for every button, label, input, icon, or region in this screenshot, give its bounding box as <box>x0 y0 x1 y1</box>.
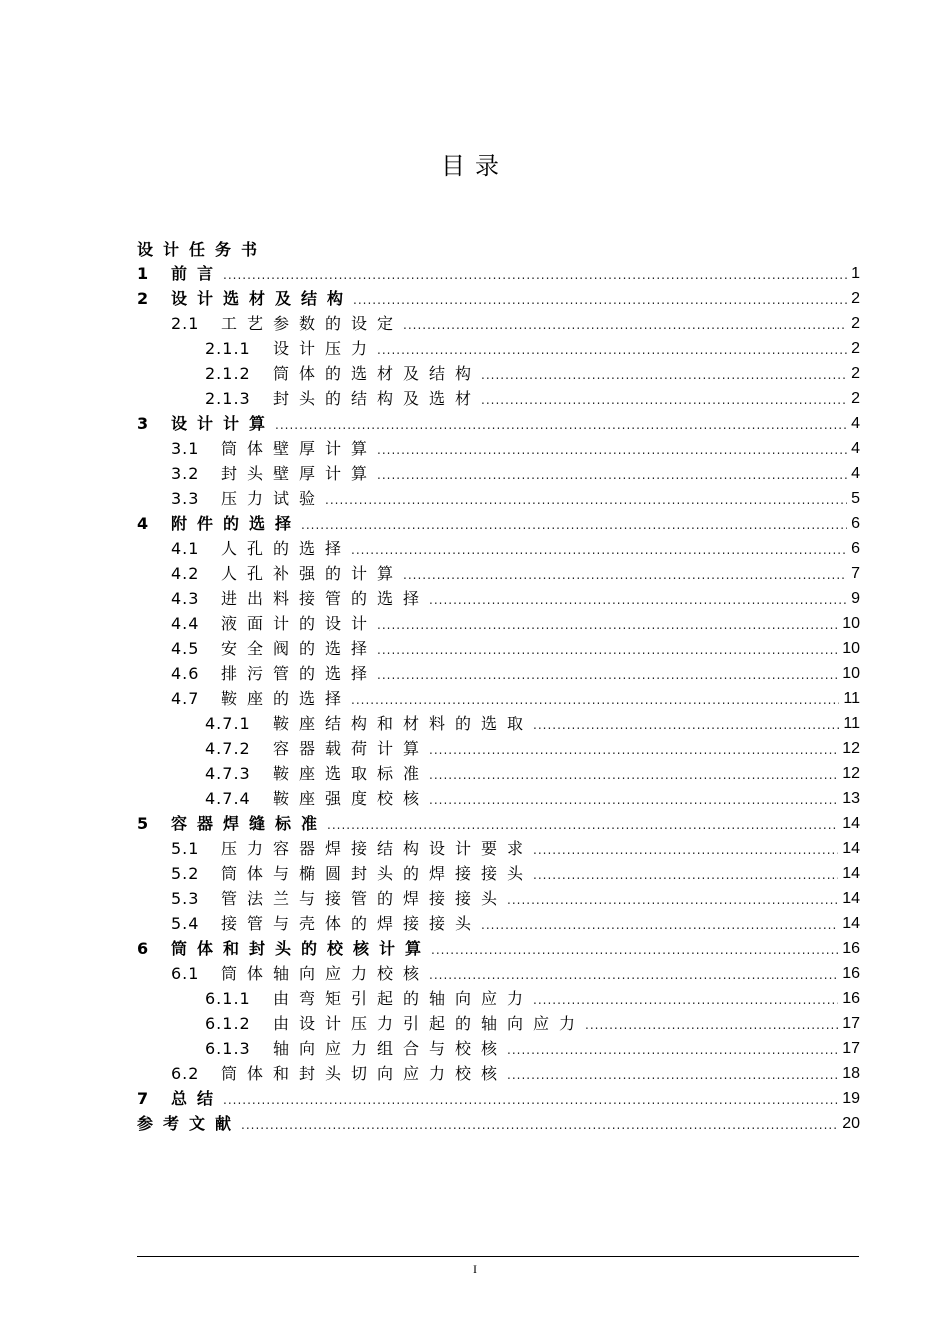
toc-entry-title: 进出料接管的选择 <box>221 589 430 608</box>
toc-entry-page: 2 <box>851 365 860 382</box>
toc-leader-dots <box>353 293 847 309</box>
toc-entry-number: 5.3 <box>171 889 200 908</box>
toc-leader-dots <box>507 1068 838 1084</box>
toc-entry <box>171 960 860 984</box>
toc-entry-number: 4.6 <box>171 664 200 683</box>
toc-entry-page: 9 <box>851 590 860 607</box>
toc-entry <box>171 660 860 684</box>
toc-entry-title: 鞍座结构和材料的选取 <box>273 714 534 733</box>
toc-entry <box>137 810 860 834</box>
toc-entry-page: 18 <box>842 1065 860 1082</box>
toc-entry <box>171 635 860 659</box>
toc-entry-page: 11 <box>843 690 860 707</box>
toc-entry <box>171 1060 860 1084</box>
toc-entry-title: 封头壁厚计算 <box>221 464 378 483</box>
toc-leader-dots <box>533 718 839 734</box>
footer-page-number: I <box>473 1262 477 1276</box>
toc-leader-dots <box>533 868 838 884</box>
toc-entry-page: 20 <box>842 1115 860 1132</box>
toc-leader-dots <box>507 1043 838 1059</box>
toc-leader-dots <box>377 668 838 684</box>
toc-leader-dots <box>431 943 838 959</box>
toc-entry-number: 3.1 <box>171 439 200 458</box>
toc-leader-dots <box>429 768 838 784</box>
toc-entry-number: 3.2 <box>171 464 200 483</box>
footer-divider <box>137 1256 859 1257</box>
toc-entry-number: 2.1.1 <box>205 339 251 358</box>
toc-entry-number: 6.1.1 <box>205 989 251 1008</box>
toc-leader-dots <box>377 643 838 659</box>
toc-entry-number: 6.1 <box>171 964 200 983</box>
toc-entry-page: 4 <box>851 440 860 457</box>
toc-entry-number: 4.5 <box>171 639 200 658</box>
toc-entry <box>205 335 860 359</box>
toc-leader-dots <box>327 818 838 834</box>
toc-entry-number: 6.2 <box>171 1064 200 1083</box>
toc-entry-title: 工艺参数的设定 <box>221 314 404 333</box>
toc-entry <box>205 785 860 809</box>
toc-entry-page: 7 <box>851 565 860 582</box>
toc-entry <box>171 585 860 609</box>
toc-entry-number: 4 <box>137 514 150 533</box>
toc-leader-dots <box>377 443 847 459</box>
toc-entry-number: 4.7 <box>171 689 200 708</box>
toc-entry-title: 筒体的选材及结构 <box>273 364 482 383</box>
toc-entry <box>137 510 860 534</box>
toc-entry <box>137 935 860 959</box>
toc-entry-page: 10 <box>842 615 860 632</box>
toc-entry-page: 13 <box>842 790 860 807</box>
toc-entry-number: 4.3 <box>171 589 200 608</box>
toc-entry-title: 人孔补强的计算 <box>221 564 404 583</box>
toc-entry-title: 排污管的选择 <box>221 664 378 683</box>
toc-entry-page: 10 <box>842 640 860 657</box>
toc-entry <box>205 735 860 759</box>
toc-entry-title: 前言 <box>171 264 224 283</box>
toc-entry-title: 筒体和封头的校核计算 <box>171 939 432 958</box>
toc-leader-dots <box>351 543 847 559</box>
toc-leader-dots <box>403 568 847 584</box>
toc-entry-page: 17 <box>842 1040 860 1057</box>
toc-entry-page: 4 <box>851 465 860 482</box>
toc-entry <box>171 885 860 909</box>
toc-entry-title: 人孔的选择 <box>221 539 352 558</box>
toc-entry <box>171 685 860 709</box>
toc-entry-number: 5.1 <box>171 839 200 858</box>
toc-entry <box>205 360 860 384</box>
toc-entry-title: 封头的结构及选材 <box>273 389 482 408</box>
toc-entry-page: 4 <box>851 415 860 432</box>
toc-entry-title: 容器焊缝标准 <box>171 814 328 833</box>
toc-leader-dots <box>481 368 847 384</box>
toc-entry <box>171 835 860 859</box>
toc-entry-number: 1 <box>137 264 150 283</box>
toc-entry-page: 11 <box>843 715 860 732</box>
toc-entry-page: 2 <box>851 390 860 407</box>
toc-entry-number: 4.7.1 <box>205 714 251 733</box>
toc-entry-number: 2.1 <box>171 314 200 333</box>
toc-entry-number: 4.2 <box>171 564 200 583</box>
toc-entry-title: 参考文献 <box>137 1114 242 1133</box>
toc-entry-title: 接管与壳体的焊接接头 <box>221 914 482 933</box>
toc-leader-dots <box>585 1018 838 1034</box>
toc-entry <box>137 236 860 260</box>
toc-entry-page: 5 <box>851 490 860 507</box>
toc-entry-title: 安全阀的选择 <box>221 639 378 658</box>
toc-entry-page: 19 <box>842 1090 860 1107</box>
toc-entry-page: 12 <box>842 765 860 782</box>
toc-leader-dots <box>301 518 847 534</box>
toc-entry-page: 10 <box>842 665 860 682</box>
toc-entry-title: 容器载荷计算 <box>273 739 430 758</box>
toc-entry-page: 1 <box>851 265 860 282</box>
toc-entry-title: 管法兰与接管的焊接接头 <box>221 889 508 908</box>
toc-entry-number: 7 <box>137 1089 150 1108</box>
toc-entry-page: 14 <box>842 840 860 857</box>
toc-entry-title: 设计选材及结构 <box>171 289 354 308</box>
toc-leader-dots <box>507 893 838 909</box>
toc-entry <box>205 1010 860 1034</box>
toc-entry-title: 液面计的设计 <box>221 614 378 633</box>
toc-entry <box>137 1085 860 1109</box>
toc-leader-dots <box>377 468 847 484</box>
toc-entry-page: 2 <box>851 290 860 307</box>
toc-leader-dots <box>533 993 838 1009</box>
toc-entry-title: 鞍座强度校核 <box>273 789 430 808</box>
toc-entry <box>171 460 860 484</box>
toc-leader-dots <box>223 268 847 284</box>
toc-entry-title: 压力试验 <box>221 489 326 508</box>
toc-entry <box>137 1110 860 1134</box>
toc-entry-title: 附件的选择 <box>171 514 302 533</box>
toc-leader-dots <box>223 1093 838 1109</box>
toc-entry-number: 5.4 <box>171 914 200 933</box>
toc-entry-title: 由弯矩引起的轴向应力 <box>273 989 534 1008</box>
toc-entry-number: 4.7.2 <box>205 739 251 758</box>
toc-entry-title: 压力容器焊接结构设计要求 <box>221 839 534 858</box>
toc-entry-page: 14 <box>842 865 860 882</box>
toc-entry-title: 筒体和封头切向应力校核 <box>221 1064 508 1083</box>
toc-leader-dots <box>429 593 847 609</box>
toc-entry-number: 5.2 <box>171 864 200 883</box>
toc-entry <box>205 985 860 1009</box>
toc-title: 目录 <box>441 152 509 180</box>
toc-leader-dots <box>377 343 847 359</box>
toc-entry <box>205 710 860 734</box>
toc-leader-dots <box>241 1118 838 1134</box>
toc-entry <box>205 760 860 784</box>
toc-entry-title: 筒体与椭圆封头的焊接接头 <box>221 864 534 883</box>
toc-entry <box>171 860 860 884</box>
toc-entry <box>171 310 860 334</box>
toc-entry-title: 轴向应力组合与校核 <box>273 1039 508 1058</box>
toc-leader-dots <box>429 968 838 984</box>
toc-leader-dots <box>403 318 847 334</box>
toc-leader-dots <box>377 618 838 634</box>
toc-entry <box>171 560 860 584</box>
toc-entry <box>171 435 860 459</box>
toc-entry-number: 6.1.3 <box>205 1039 251 1058</box>
toc-entry <box>171 485 860 509</box>
toc-entry-title: 鞍座选取标准 <box>273 764 430 783</box>
toc-entry-page: 14 <box>842 890 860 907</box>
toc-entry-number: 4.1 <box>171 539 200 558</box>
toc-entry <box>171 610 860 634</box>
toc-entry-title: 筒体壁厚计算 <box>221 439 378 458</box>
toc-entry <box>137 260 860 284</box>
toc-entry-page: 14 <box>842 915 860 932</box>
toc-entry-number: 6 <box>137 939 150 958</box>
toc-entry-title: 设计计算 <box>171 414 276 433</box>
toc-entry-number: 5 <box>137 814 150 833</box>
toc-entry-page: 6 <box>851 540 860 557</box>
toc-entry <box>137 285 860 309</box>
toc-entry-page: 16 <box>842 990 860 1007</box>
toc-leader-dots <box>351 693 839 709</box>
toc-entry-number: 3 <box>137 414 150 433</box>
toc-entry-title: 鞍座的选择 <box>221 689 352 708</box>
toc-leader-dots <box>533 843 838 859</box>
toc-leader-dots <box>429 743 838 759</box>
toc-entry-page: 2 <box>851 340 860 357</box>
toc-entry-number: 2 <box>137 289 150 308</box>
toc-entry <box>205 1035 860 1059</box>
toc-entry-page: 16 <box>842 965 860 982</box>
toc-entry-title: 筒体轴向应力校核 <box>221 964 430 983</box>
toc-entry <box>171 535 860 559</box>
toc-entry-page: 14 <box>842 815 860 832</box>
toc-leader-dots <box>325 493 847 509</box>
toc-entry-number: 4.7.4 <box>205 789 251 808</box>
toc-leader-dots <box>275 418 847 434</box>
toc-entry-title: 由设计压力引起的轴向应力 <box>273 1014 586 1033</box>
toc-entry-number: 6.1.2 <box>205 1014 251 1033</box>
toc-entry-page: 16 <box>842 940 860 957</box>
toc-entry-number: 2.1.3 <box>205 389 251 408</box>
toc-entry-page: 17 <box>842 1015 860 1032</box>
toc-leader-dots <box>481 918 838 934</box>
toc-leader-dots <box>429 793 838 809</box>
toc-entry-title: 设计任务书 <box>137 240 268 259</box>
toc-entry-page: 2 <box>851 315 860 332</box>
toc-entry-title: 总结 <box>171 1089 224 1108</box>
toc-entry-number: 4.4 <box>171 614 200 633</box>
toc-entry-number: 3.3 <box>171 489 200 508</box>
toc-entry <box>171 910 860 934</box>
toc-entry <box>205 385 860 409</box>
toc-entry-page: 6 <box>851 515 860 532</box>
toc-entry-number: 2.1.2 <box>205 364 251 383</box>
toc-entry-title: 设计压力 <box>273 339 378 358</box>
toc-entry-page: 12 <box>842 740 860 757</box>
toc-entry <box>137 410 860 434</box>
toc-entry-number: 4.7.3 <box>205 764 251 783</box>
toc-leader-dots <box>481 393 847 409</box>
